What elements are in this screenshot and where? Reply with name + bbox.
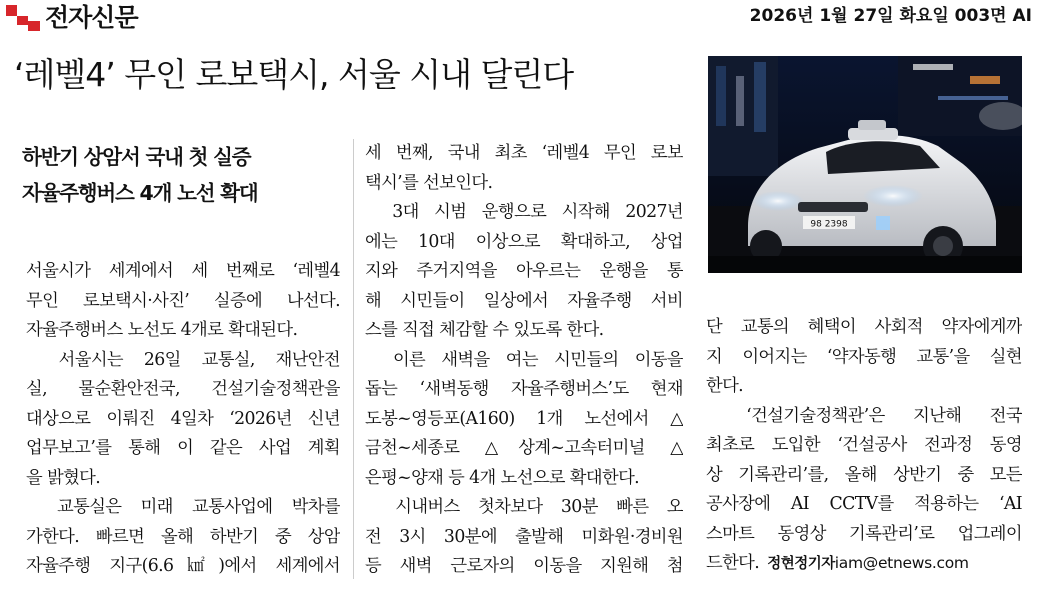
body-line: 업무보고’를 통해 이 같은 사업 계획 xyxy=(26,438,340,458)
subheadline-line: 자율주행버스 4개 노선 확대 xyxy=(22,181,258,205)
body-line: 자율주행버스 노선도 4개로 확대된다. xyxy=(26,320,298,340)
column-rule xyxy=(353,139,354,579)
subheadline-line: 하반기 상암서 국내 첫 실증 xyxy=(22,145,251,169)
body-line: 등 새벽 근로자의 이동을 지원해 첨 xyxy=(365,556,683,576)
body-column-2 xyxy=(365,139,683,582)
body-line: 지와 주거지역을 아우르는 운행을 통 xyxy=(365,261,683,281)
body-line: 택시’를 선보인다. xyxy=(365,172,493,193)
dateline: 2026년 1월 27일 화요일 003면 AI xyxy=(749,6,1032,26)
body-line: 이른 새벽을 여는 시민들의 이동을 xyxy=(365,349,683,370)
body-line: 실, 물순환안전국, 건설기술정책관을 xyxy=(26,379,340,399)
body-line: ‘건설기술정책관’은 지난해 전국 xyxy=(706,405,1022,426)
byline-email: iam@etnews.com xyxy=(834,554,969,572)
body-line: 가한다. 빠르면 올해 하반기 중 상암 xyxy=(26,526,340,547)
subheadline xyxy=(22,139,342,211)
body-line: 세 번째, 국내 최초 ‘레벨4 무인 로보 xyxy=(365,143,683,163)
body-line: 도봉~영등포(A160) 1개 노선에서 △ xyxy=(365,408,683,429)
body-line: 공사장에 AI CCTV를 적용하는 ‘AI xyxy=(706,494,1022,514)
body-line: 드한다. xyxy=(706,553,760,573)
body-column-3 xyxy=(706,313,1022,580)
body-line: 시내버스 첫차보다 30분 빠른 오 xyxy=(365,497,683,517)
body-line: 전 3시 30분에 출발해 미화원·경비원 xyxy=(365,526,683,547)
newspaper-name: 전자신문 xyxy=(45,3,138,32)
body-line: 단 교통의 혜택이 사회적 약자에게까 xyxy=(706,317,1022,337)
body-line: 교통실은 미래 교통사업에 박차를 xyxy=(26,497,340,517)
body-line: 한다. xyxy=(706,376,744,396)
body-line: 무인 로보택시·사진’ 실증에 나선다. xyxy=(26,290,340,311)
body-line: 스를 직접 체감할 수 있도록 한다. xyxy=(365,320,604,340)
body-column-1 xyxy=(26,257,340,582)
body-line: 상 기록관리’를, 올해 상반기 중 모든 xyxy=(706,464,1022,485)
byline-name: 정현정기자 xyxy=(767,556,835,572)
body-line: 해 시민들이 일상에서 자율주행 서비 xyxy=(365,290,683,311)
body-line: 지 이어지는 ‘약자동행 교통’을 실현 xyxy=(706,346,1022,367)
body-line: 은평~양재 등 4개 노선으로 확대한다. xyxy=(365,467,640,488)
robotaxi-photo xyxy=(708,56,1022,273)
license-plate: 98 2398 xyxy=(810,219,848,230)
body-line: 자율주행 지구(6.6㎢)에서 세계에서 xyxy=(26,556,340,576)
body-line: 금천~세종로 △상계~고속터미널 △ xyxy=(365,438,683,458)
body-line: 3대 시범 운행으로 시작해 2027년 xyxy=(365,202,683,222)
body-line: 스마트 동영상 기록관리’로 업그레이 xyxy=(706,523,1022,544)
body-line-with-byline xyxy=(706,549,1022,580)
masthead xyxy=(0,0,1040,36)
body-line: 최초로 도입한 ‘건설공사 전과정 동영 xyxy=(706,435,1022,455)
body-line: 을 밝혔다. xyxy=(26,467,101,488)
body-line: 에는 10대 이상으로 확대하고, 상업 xyxy=(365,231,683,252)
newspaper-logo xyxy=(6,3,138,33)
body-line: 돕는 ‘새벽동행 자율주행버스’도 현재 xyxy=(365,379,683,399)
headline: ‘레벨4’ 무인 로보택시, 서울 시내 달린다 xyxy=(14,55,574,94)
logo-mark-icon xyxy=(6,5,40,31)
body-line: 대상으로 이뤄진 4일차 ‘2026년 신년 xyxy=(26,408,340,429)
body-line: 서울시가 세계에서 세 번째로 ‘레벨4 xyxy=(26,261,340,281)
body-line: 서울시는 26일 교통실, 재난안전 xyxy=(26,349,340,370)
